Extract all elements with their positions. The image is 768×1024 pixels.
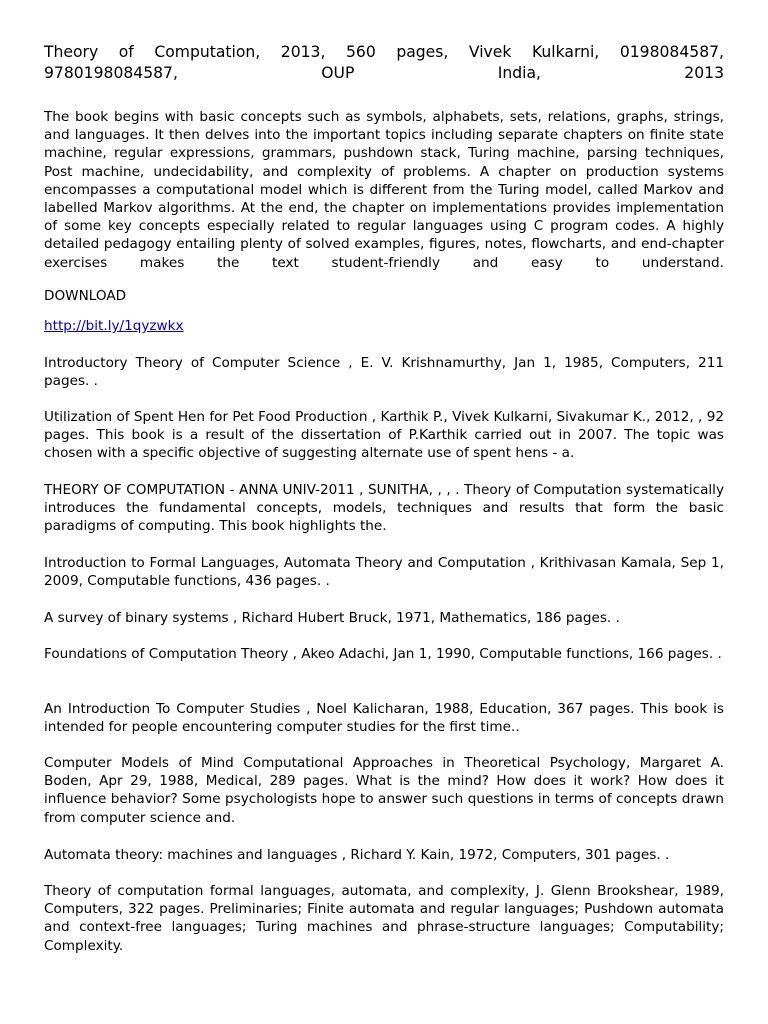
list-item: Theory of computation formal languages, automata, and complexity, J. Glenn Brookshear, 1989, Computers, 322 pages. Preliminaries; Finite automata and regular languages; Pushdown automata and context-free languages; Turing machines and phrase-structure languages; Computability; Complexity. xyxy=(44,883,724,954)
list-item: Utilization of Spent Hen for Pet Food Production , Karthik P., Vivek Kulkarni, Sivakumar K., 2012, , 92 pages. This book is a result of the dissertation of P.Karthik carried out in 2007. The topic was chosen with a specific objective of suggesting alternate use of spent hens - a. xyxy=(44,409,724,462)
page-title: Theory of Computation, 2013, 560 pages, Vivek Kulkarni, 0198084587, 9780198084587, OUP India, 2013 xyxy=(44,43,724,82)
download-label: DOWNLOAD xyxy=(44,288,127,304)
list-item: Computer Models of Mind Computational Approaches in Theoretical Psychology, Margaret A. Boden, Apr 29, 1988, Medical, 289 pages. What is the mind? How does it work? How does it influence behavior? Some psychologists hope to answer such questions in terms of concepts drawn from computer science and. xyxy=(44,755,724,826)
book-description: The book begins with basic concepts such as symbols, alphabets, sets, relations, graphs, strings, and languages. It then delves into the important topics including separate chapters on finite state machine, regular expressions, grammars, pushdown stack, Turing machine, parsing techniques, Post machine, undecidability, and complexity of problems. A chapter on production systems encompasses a computational model which is different from the Turing model, called Markov and labelled Markov algorithms. At the end, the chapter on implementations provides implementation of some key concepts especially related to regular languages using C program codes. A highly detailed pedagogy entailing plenty of solved examples, figures, notes, flowcharts, and end-chapter exercises makes the text student-friendly and easy to understand. xyxy=(44,109,724,271)
list-item: THEORY OF COMPUTATION - ANNA UNIV-2011 , SUNITHA, , , . Theory of Computation systematically introduces the fundamental concepts, models, techniques and results that form the basic paradigms of computing. This book highlights the. xyxy=(44,482,724,535)
list-item: Foundations of Computation Theory , Akeo Adachi, Jan 1, 1990, Computable functions, 166 pages. . xyxy=(44,646,722,662)
list-item: Automata theory: machines and languages , Richard Y. Kain, 1972, Computers, 301 pages. . xyxy=(44,847,670,863)
list-item: A survey of binary systems , Richard Hubert Bruck, 1971, Mathematics, 186 pages. . xyxy=(44,610,620,626)
download-link[interactable]: http://bit.ly/1qyzwkx xyxy=(44,318,184,334)
list-item: Introductory Theory of Computer Science , E. V. Krishnamurthy, Jan 1, 1985, Computers, 211 pages. . xyxy=(44,355,724,390)
download-link-row xyxy=(44,317,724,335)
list-item: An Introduction To Computer Studies , Noel Kalicharan, 1988, Education, 367 pages. This book is intended for people encountering computer studies for the first time.. xyxy=(44,701,724,736)
list-item: Introduction to Formal Languages, Automata Theory and Computation , Krithivasan Kamala, Sep 1, 2009, Computable functions, 436 pages. . xyxy=(44,555,724,590)
